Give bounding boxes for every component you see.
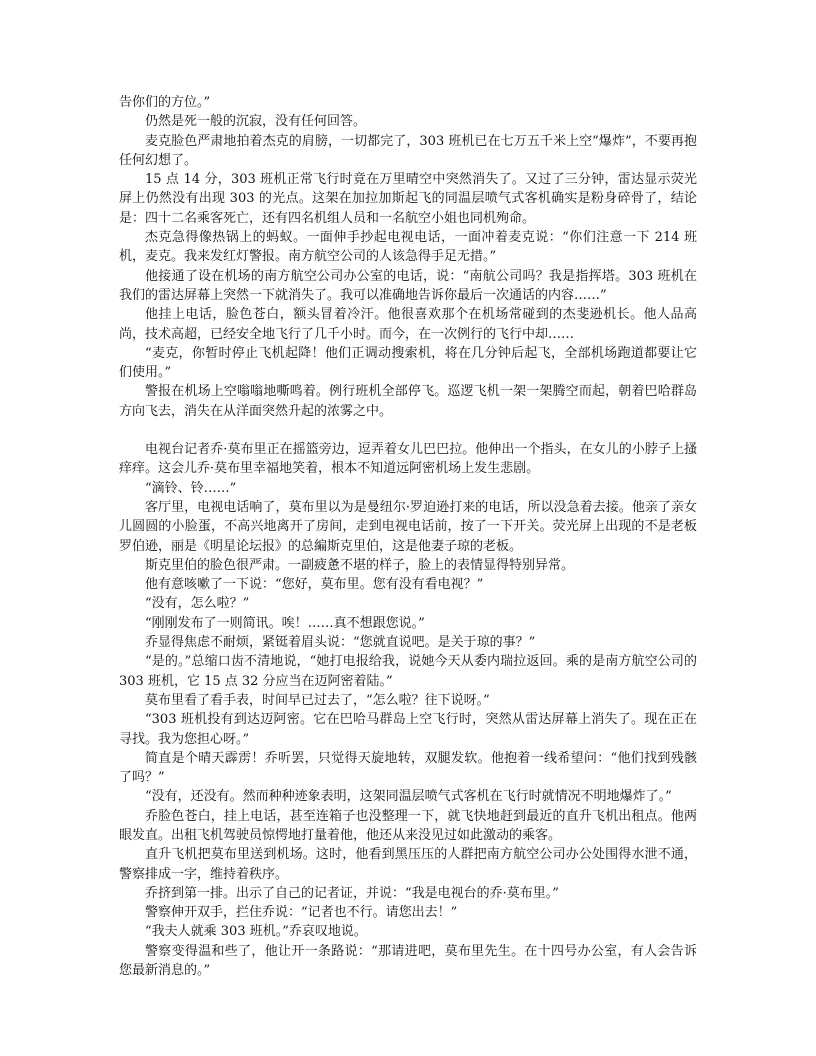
paragraph-10: 电视台记者乔·莫布里正在摇篮旁边，逗弄着女儿巴巴拉。他伸出一个指头，在女儿的小脖子上搔痒痒。这会儿乔·莫布里幸福地笑着，根本不知道远阿密机场上发生悲剧。 (119, 442, 697, 477)
paragraph-13: 斯克里伯的脸色很严肃。一副疲惫不堪的样子，脸上的表情显得特别异常。 (145, 557, 575, 573)
paragraph-17: 乔显得焦虑不耐烦，紧铤着眉头说：“您就直说吧。是关于琼的事？” (145, 635, 536, 651)
paragraph-19: 莫布里看了看手表，时间早已过去了，“怎么啦？往下说呀。” (145, 692, 490, 708)
paragraph-14: 他有意咳嗽了一下说：“您好，莫布里。您有没有看电视？” (145, 577, 484, 593)
paragraph-2: 仍然是死一般的沉寂，没有任何回答。 (145, 114, 367, 130)
paragraph-21: 简直是个晴天霹雳！乔听罢，只觉得天旋地转，双腿发软。他抱着一线希望问：“他们找到残骸了吗？” (119, 750, 697, 786)
paragraph-20: “303 班机投有到达迈阿密。它在巴哈马群岛上空飞行时，突然从雷达屏幕上消失了。现在正在寻找。我为您担心呀。” (119, 712, 697, 747)
paragraph-7: 他挂上电话，脸色苍白，额头冒着冷汗。他很喜欢那个在机场常碰到的杰斐逊机长。他人品高尚，技术高超，已经安全地飞行了几千小时。而今，在一次例行的飞行中却…… (119, 307, 697, 342)
paragraph-27: “我夫人就乘 303 班机。”乔哀叹地说。 (145, 924, 367, 940)
paragraph-8: “麦克，你暂时停止飞机起降！他们正调动搜索机，将在几分钟后起飞，全部机场跑道都要让它们使用。” (119, 345, 697, 381)
paragraph-26: 警察伸开双手，拦住乔说：“记者也不行。请您出去！” (145, 905, 458, 921)
paragraph-23: 乔脸色苍白，挂上电话，甚至连箱子也没整理一下，就飞快地赶到最近的直升飞机出租点。他两眼发直。出租飞机驾驶员惊愕地打量着他，他还从来没见过如此激动的乘客。 (119, 808, 697, 843)
document-page (119, 93, 697, 980)
paragraph-4: 15 点 14 分，303 班机正常飞行时竟在万里晴空中突然消失了。又过了三分钟，雷达显示荧光屏上仍然没有出现 303 的光点。这架在加拉加斯起飞的同温层喷气式客机确实是粉身碎骨了，结论是：四十二名乘客死亡，还有四名机组人员和一名航空小姐也同机殉命。 (119, 172, 697, 226)
paragraph-1: 告你们的方位。” (119, 95, 211, 110)
paragraph-11: “滴铃、铃……” (145, 480, 237, 496)
paragraph-18: “是的。”总缩口齿不清地说，“她打电报给我，说她今天从委内瑞拉返回。乘的是南方航空公司的 303 班机，它 15 点 32 分应当在迈阿密着陆。” (119, 654, 697, 689)
paragraph-22: “没有，还没有。然而种种迹象表明，这架同温层喷气式客机在飞行时就情况不明地爆炸了。” (145, 789, 672, 805)
paragraph-15: “没有，怎么啦？” (145, 596, 250, 612)
paragraph-3: 麦克脸色严肃地拍着杰克的肩膀，一切都完了，303 班机已在七万五千米上空“爆炸”，不要再抱任何幻想了。 (119, 133, 697, 168)
paragraph-28: 警察变得温和些了，他让开一条路说：“那请进吧，莫布里先生。在十四号办公室，有人会告诉您最新消息的。” (119, 943, 697, 979)
paragraph-6: 他接通了设在机场的南方航空公司办公室的电话，说：“南航公司吗？我是指挥塔。303 班机在我们的雷达屏幕上突然一下就消失了。我可以准确地告诉你最后一次通话的内容……” (119, 268, 697, 303)
paragraph-24: 直升飞机把莫布里送到机场。这时，他看到黑压压的人群把南方航空公司办公处围得水泄不通，警察排成一字，维持着秩序。 (119, 847, 697, 882)
paragraph-25: 乔挤到第一排。出示了自己的记者证，并说：“我是电视台的乔·莫布里。” (145, 885, 559, 901)
paragraph-12: 客厅里，电视电话响了，莫布里以为是曼纽尔·罗迫逊打来的电话，所以没急着去接。他亲了亲女儿圆圆的小脸蛋，不高兴地离开了房间，走到电视电话前，按了一下开关。荧光屏上出现的不是老板罗伯逊，丽是《明星论坛报》的总編斯克里伯，这是他妻子琼的老板。 (119, 499, 697, 554)
paragraph-16: “刚刚发布了一则简讯。唉！……真不想跟您说。” (145, 615, 425, 631)
paragraph-9: 警报在机场上空嗡嗡地嘶鸣着。例行班机全部停飞。巡逻飞机一架一架腾空而起，朝着巴哈群岛方向飞去，消失在从洋面突然升起的浓雾之中。 (119, 384, 697, 419)
paragraph-5: 杰克急得像热锅上的蚂蚁。一面伸手抄起电视电话，一面冲着麦克说：“你们注意一下 214 班机，麦克。我来发红灯警报。南方航空公司的人该急得手足无措。” (119, 230, 697, 265)
